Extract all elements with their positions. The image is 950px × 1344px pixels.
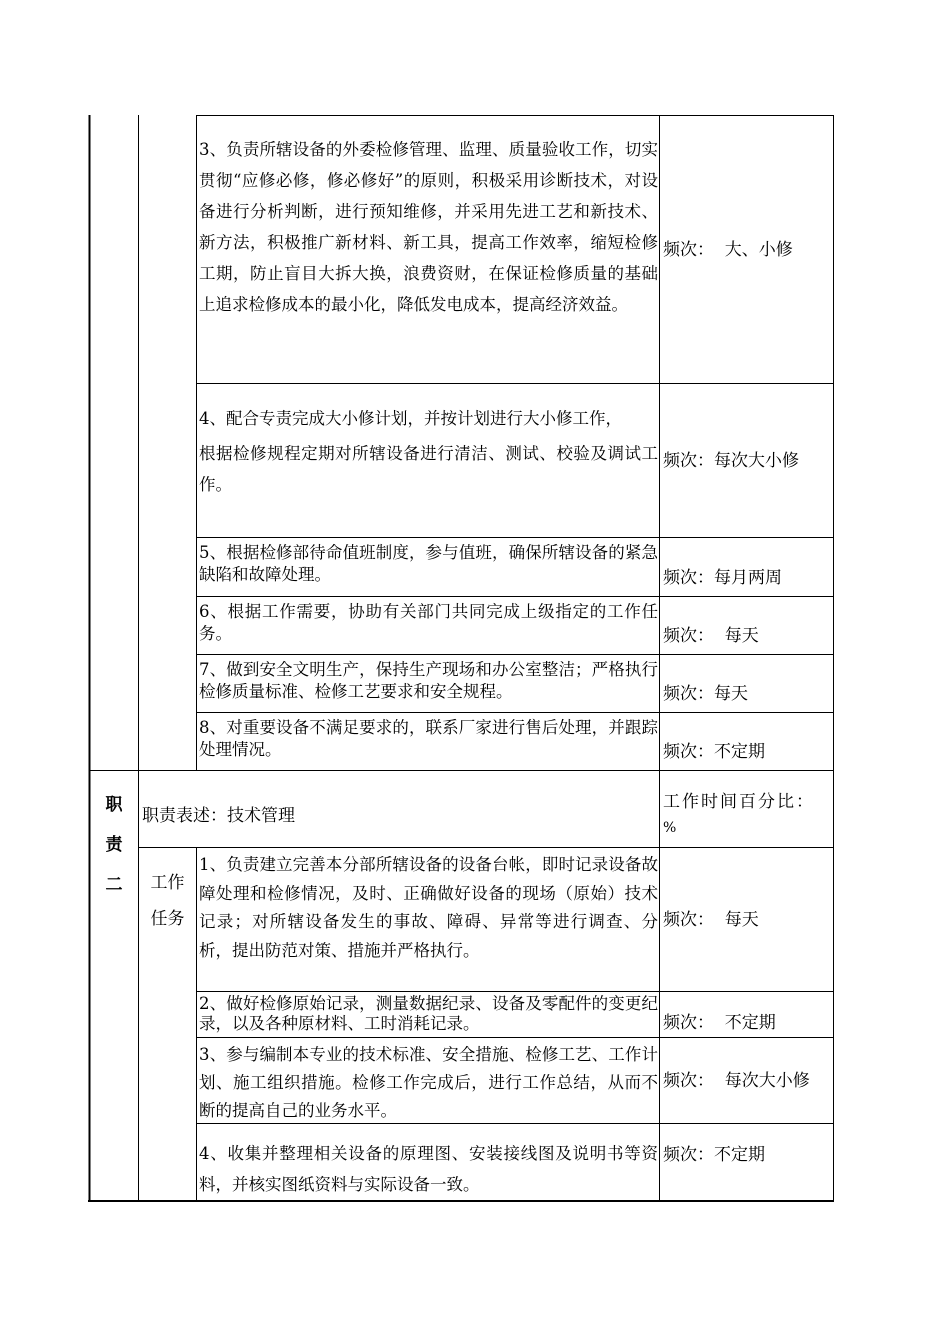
task-cell: 3、参与编制本专业的技术标准、安全措施、检修工艺、工作计划、施工组织措施。检修工作完成后，进行工作总结，从而不断的提高自己的业务水平。	[199, 1045, 658, 1120]
task-line: 4、配合专责完成大小修计划，并按计划进行大小修工作，	[199, 409, 622, 428]
frequency-cell: 频次：不定期	[663, 1145, 765, 1165]
frequency-cell: 频次：不定期	[663, 742, 765, 762]
task-label-text: 工作	[150, 873, 185, 893]
task-cell: 3、负责所辖设备的外委检修管理、监理、质量验收工作，切实贯彻“应修必修，修必修好”的原则，积极采用诊断技术，对设备进行分析判断，进行预知维修，并采用先进工艺和新技术、新方法，积极推广新材料、新工具，提高工作效率，缩短检修工期，防止盲目大拆大换，浪费资财，在保证检修质量的基础上追求检修成本的最小化，降低发电成本，提高经济效益。	[199, 140, 658, 314]
frequency-cell: 频次： 每天	[663, 909, 759, 930]
task-label-text: 任务	[150, 909, 185, 929]
task-label	[139, 851, 196, 941]
task-cell	[197, 400, 658, 537]
task-cell: 2、做好检修原始记录，测量数据纪录、设备及零配件的变更纪录，以及各种原材料、工时消耗记录。	[199, 994, 658, 1033]
frequency-cell: 频次：每月两周	[663, 568, 782, 588]
task-cell: 8、对重要设备不满足要求的，联系厂家进行售后处理，并跟踪处理情况。	[199, 718, 658, 759]
task-cell: 5、根据检修部待命值班制度，参与值班，确保所辖设备的紧急缺陷和故障处理。	[199, 543, 658, 584]
task-cell: 6、根据工作需要，协助有关部门共同完成上级指定的工作任务。	[199, 602, 658, 643]
frequency-cell: 频次： 大、小修	[663, 239, 793, 260]
duty-description: 职责表述：技术管理	[142, 806, 295, 826]
frequency-cell: 频次：每次大小修	[663, 450, 799, 471]
task-cell: 1、负责建立完善本分部所辖设备的设备台帐，即时记录设备故障处理和检修情况，及时、正确做好设备的现场（原始）技术记录；对所辖设备发生的事故、障碍、异常等进行调查、分析，提出防范对策、措施并严格执行。	[199, 855, 658, 960]
work-time-percentage	[660, 771, 833, 847]
task-cell: 4、收集并整理相关设备的原理图、安装接线图及说明书等资料，并核实图纸资料与实际设备一致。	[199, 1144, 658, 1194]
frequency-cell: 频次： 每次大小修	[663, 1070, 810, 1091]
frequency-cell: 频次：每天	[663, 684, 748, 704]
frequency-cell: 频次： 不定期	[663, 1012, 776, 1033]
duty-label-char: 职	[105, 795, 123, 815]
duty-label-char: 二	[105, 875, 123, 895]
frequency-cell: 频次： 每天	[663, 626, 759, 646]
duty-label	[90, 771, 138, 911]
task-line: 根据检修规程定期对所辖设备进行清洁、测试、校验及调试工作。	[199, 444, 658, 494]
duty-label-char: 责	[105, 835, 123, 855]
task-cell: 7、做到安全文明生产，保持生产现场和办公室整洁；严格执行检修质量标准、检修工艺要求和安全规程。	[199, 660, 658, 701]
percent-unit: %	[663, 820, 679, 836]
percent-label: 工作时间百分比：	[663, 792, 815, 812]
